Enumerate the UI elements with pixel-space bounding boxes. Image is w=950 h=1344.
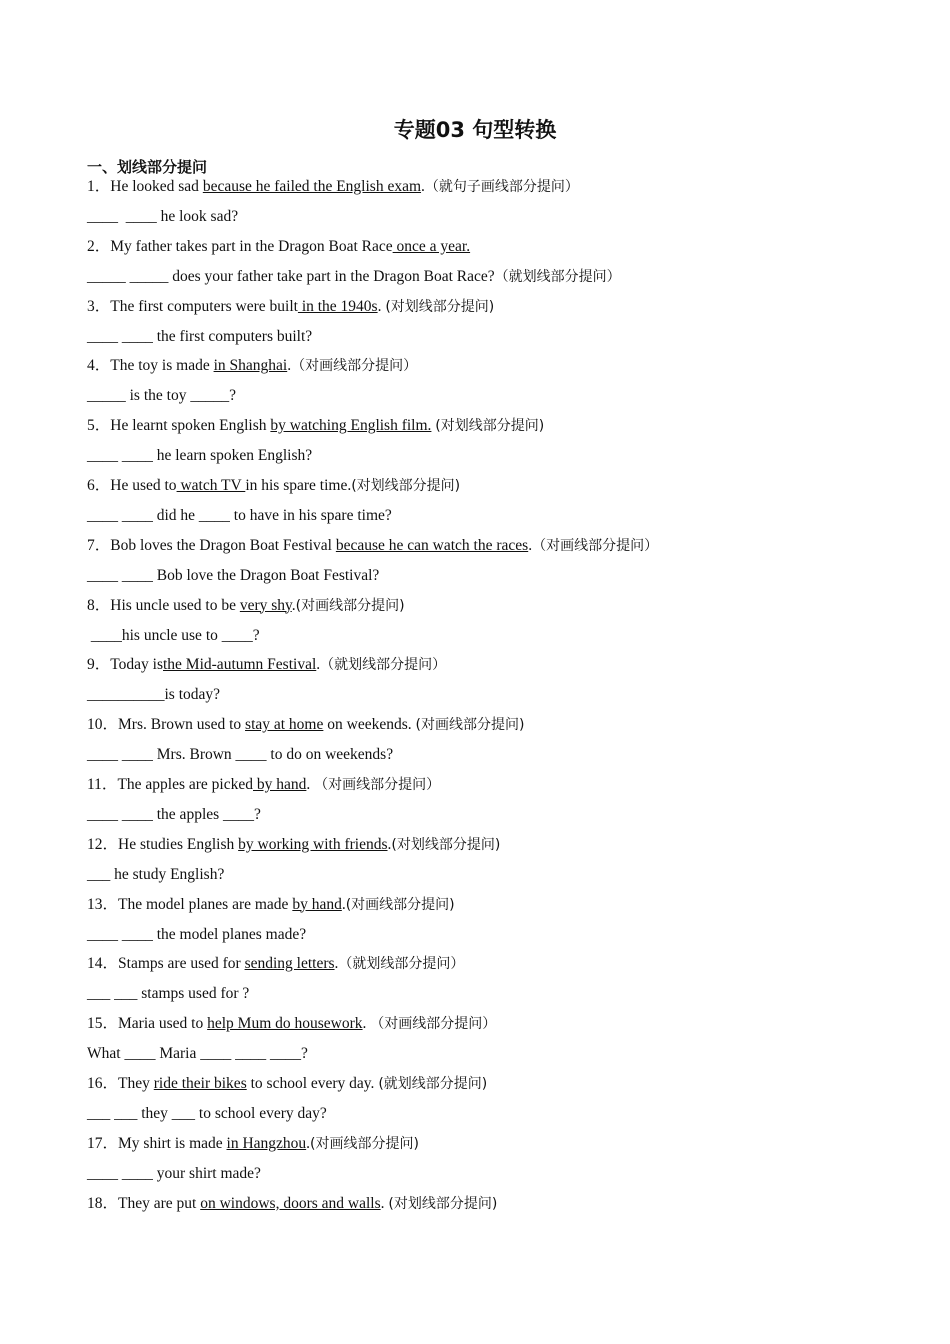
question-number: 13． — [87, 895, 119, 913]
underlined-part: the Mid-autumn Festival — [163, 656, 317, 674]
question-text: He used to — [110, 477, 177, 494]
question-text: Stamps are used for — [118, 955, 245, 973]
answer-blank-text: __________is today? — [87, 686, 221, 704]
question-number: 6． — [87, 477, 111, 494]
question-text: in his spare time. — [245, 477, 352, 494]
instruction-note: （对画线部分提问） — [532, 537, 659, 554]
instruction-note: (对划线部分提问) — [388, 1195, 498, 1212]
answer-blank-text: _____ is the toy _____? — [87, 387, 236, 405]
question-text: My father takes part in the Dragon Boat Race — [110, 237, 393, 255]
question-line — [87, 1134, 419, 1154]
answer-line[interactable] — [87, 745, 393, 765]
answer-blank-text: ___ ___ stamps used for ? — [87, 985, 250, 1003]
question-line — [87, 1074, 487, 1094]
answer-line[interactable] — [87, 925, 306, 945]
question-line — [87, 1194, 497, 1214]
instruction-note: (就划线部分提问) — [378, 1076, 488, 1092]
instruction-note: （就划线部分提问） — [320, 657, 447, 674]
answer-line[interactable] — [87, 446, 312, 466]
question-text: to school every day. — [246, 1075, 379, 1092]
question-text: The toy is made — [110, 357, 214, 375]
underlined-part: ride their bikes — [153, 1075, 247, 1092]
answer-blank-text: ____ ____ he look sad? — [87, 207, 239, 225]
answer-line[interactable] — [87, 1164, 261, 1184]
answer-line[interactable] — [87, 506, 392, 526]
answer-line[interactable] — [87, 1104, 327, 1124]
question-number: 1． — [87, 178, 111, 195]
question-text: . — [306, 776, 315, 793]
question-text: Maria used to — [118, 1015, 208, 1033]
answer-blank-text: ___ he study English? — [87, 865, 225, 883]
question-text: . — [387, 835, 392, 853]
question-text: Mrs. Brown used to — [118, 716, 246, 734]
answer-line[interactable] — [87, 207, 238, 227]
question-line — [87, 895, 455, 915]
underlined-part: on windows, doors and walls — [200, 1194, 381, 1212]
answer-line[interactable] — [87, 327, 312, 347]
question-text: on weekends. — [323, 716, 416, 734]
question-line — [87, 536, 658, 556]
question-text: . — [306, 1134, 311, 1152]
question-line — [87, 835, 500, 855]
instruction-note: (对划线部分提问) — [435, 418, 545, 435]
question-text: The model planes are made — [118, 895, 293, 913]
answer-blank-text: ____ ____ the model planes made? — [87, 925, 307, 943]
underlined-part: by hand — [292, 895, 342, 913]
question-text: . — [362, 1015, 371, 1033]
question-text: . — [377, 297, 386, 315]
question-line — [87, 416, 544, 436]
answer-blank-text: What ____ Maria ____ ____ ____? — [87, 1045, 308, 1063]
question-text: . — [421, 178, 425, 195]
question-text: He studies English — [118, 835, 239, 853]
question-line — [87, 596, 405, 616]
question-text: He looked sad — [110, 178, 203, 195]
instruction-note: （对画线部分提问） — [291, 358, 418, 375]
page-title: 专题03 句型转换 — [393, 118, 557, 142]
question-text: . — [528, 536, 533, 554]
question-line — [87, 356, 417, 376]
question-line — [87, 237, 470, 257]
instruction-note: （就句子画线部分提问） — [424, 179, 579, 195]
underlined-part: once a year. — [392, 237, 471, 255]
instruction-note: （就划线部分提问） — [494, 268, 621, 285]
instruction-note: （对画线部分提问） — [314, 777, 441, 793]
answer-line[interactable] — [87, 984, 249, 1004]
underlined-part: very shy — [239, 596, 292, 614]
underlined-part: watch TV — [176, 477, 246, 494]
question-line — [87, 655, 446, 675]
instruction-note: (对划线部分提问) — [351, 478, 461, 494]
question-text: My shirt is made — [118, 1134, 227, 1152]
answer-line[interactable] — [87, 386, 236, 406]
instruction-note: (对画线部分提问) — [310, 1135, 419, 1152]
question-number: 18． — [87, 1194, 119, 1212]
question-number: 7． — [87, 536, 111, 554]
answer-line[interactable] — [87, 566, 379, 586]
answer-line[interactable] — [87, 805, 261, 825]
question-number: 17． — [87, 1134, 119, 1152]
question-number: 11． — [87, 776, 118, 793]
answer-blank-text: ____ ____ Bob love the Dragon Boat Festival? — [87, 566, 380, 584]
question-text: . — [287, 357, 292, 375]
answer-line[interactable] — [87, 865, 224, 885]
answer-line[interactable] — [87, 626, 260, 646]
question-text: Bob loves the Dragon Boat Festival — [110, 536, 336, 554]
question-line — [87, 715, 524, 735]
question-number: 9． — [87, 656, 111, 674]
question-number: 15． — [87, 1015, 119, 1033]
question-text: His uncle used to be — [110, 596, 240, 614]
answer-blank-text: _____ _____ does your father take part in the Dragon Boat Race? — [87, 267, 495, 285]
question-text: They — [118, 1075, 154, 1092]
question-text: He learnt spoken English — [110, 417, 271, 435]
underlined-part: by hand — [253, 776, 307, 793]
question-text: They are put — [118, 1194, 201, 1212]
question-text: . — [334, 955, 339, 973]
instruction-note: (对画线部分提问) — [345, 896, 455, 913]
answer-blank-text: ____ ____ the first computers built? — [87, 327, 313, 345]
underlined-part: in Hangzhou — [226, 1134, 307, 1152]
question-text: . — [341, 895, 346, 913]
question-text: . — [380, 1194, 389, 1212]
question-number: 12． — [87, 835, 119, 853]
instruction-note: （就划线部分提问） — [338, 956, 465, 973]
question-text: . — [316, 656, 321, 674]
question-text: The first computers were built — [110, 297, 298, 315]
underlined-part: by working with friends — [238, 835, 388, 853]
underlined-part: in Shanghai — [213, 357, 288, 375]
section-heading: 一、划线部分提问 — [87, 158, 208, 176]
underlined-part: sending letters — [244, 955, 335, 973]
instruction-note: (对画线部分提问) — [295, 597, 405, 614]
question-line — [87, 177, 579, 197]
question-number: 5． — [87, 417, 111, 435]
question-text: . — [291, 596, 296, 614]
question-text: The apples are picked — [117, 776, 253, 793]
question-line — [87, 297, 494, 317]
question-number: 14． — [87, 955, 119, 973]
question-number: 4． — [87, 357, 111, 375]
answer-blank-text: ___ ___ they ___ to school every day? — [87, 1104, 327, 1122]
underlined-part: because he failed the English exam — [202, 178, 422, 195]
question-number: 3． — [87, 297, 111, 315]
question-line — [87, 954, 464, 974]
answer-blank-text: ____ ____ Mrs. Brown ____ to do on weekends? — [87, 746, 394, 764]
instruction-note: （对画线部分提问） — [370, 1016, 497, 1033]
instruction-note: (对划线部分提问) — [385, 298, 495, 315]
underlined-part: by watching English film. — [270, 417, 432, 435]
underlined-part: help Mum do housework — [207, 1015, 363, 1033]
question-number: 16． — [87, 1075, 119, 1092]
answer-line[interactable] — [87, 685, 220, 705]
underlined-part: because he can watch the races — [335, 536, 529, 554]
answer-blank-text: ____his uncle use to ____? — [87, 626, 260, 644]
instruction-note: (对划线部分提问) — [391, 836, 501, 853]
instruction-note: (对画线部分提问) — [415, 717, 525, 734]
answer-line[interactable] — [87, 267, 621, 287]
answer-blank-text: ____ ____ the apples ____? — [87, 805, 261, 823]
question-line — [87, 1014, 496, 1034]
answer-line[interactable] — [87, 1044, 308, 1064]
answer-blank-text: ____ ____ did he ____ to have in his spare time? — [87, 506, 392, 524]
question-text: Today is — [110, 656, 163, 674]
question-number: 8． — [87, 596, 111, 614]
answer-blank-text: ____ ____ he learn spoken English? — [87, 447, 313, 465]
underlined-part: in the 1940s — [297, 297, 378, 315]
question-number: 2． — [87, 237, 111, 255]
question-line — [87, 476, 460, 496]
answer-blank-text: ____ ____ your shirt made? — [87, 1164, 261, 1182]
underlined-part: stay at home — [245, 716, 324, 734]
question-line — [87, 775, 440, 795]
question-number: 10． — [87, 716, 119, 734]
